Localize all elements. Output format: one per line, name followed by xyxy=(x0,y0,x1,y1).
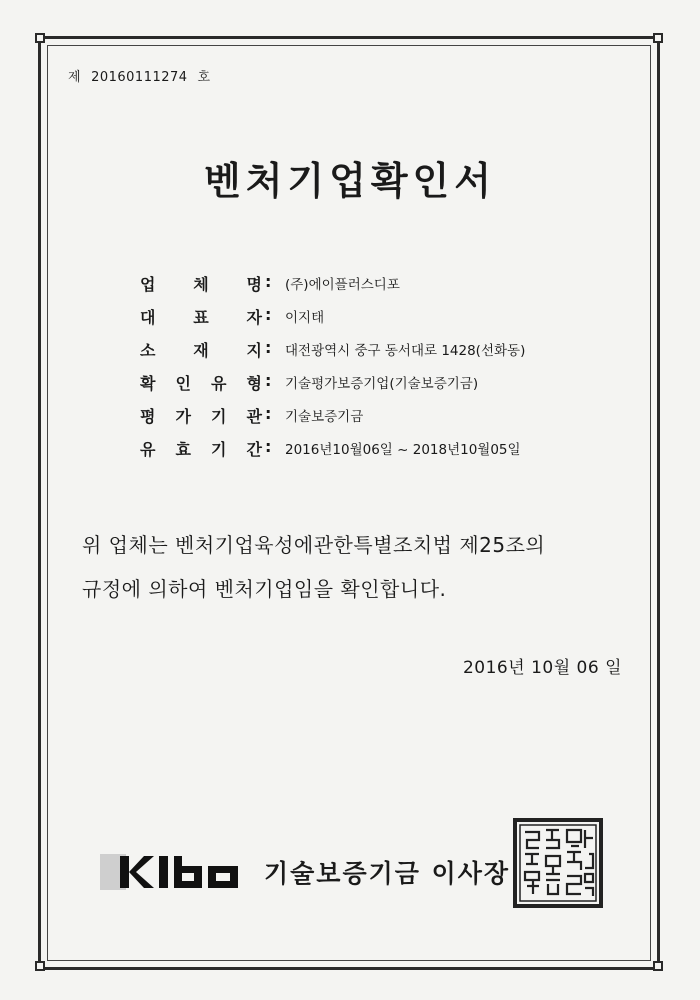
field-colon: : xyxy=(265,338,272,357)
field-colon: : xyxy=(265,371,272,390)
frame-corner xyxy=(653,33,663,43)
field-label-text: 업 체 명 xyxy=(140,275,262,294)
frame-corner xyxy=(653,961,663,971)
document-number-prefix: 제 xyxy=(68,70,82,85)
certificate-title: 벤처기업확인서 xyxy=(204,158,496,203)
field-colon: : xyxy=(265,437,272,456)
field-label-text: 소 재 지 xyxy=(140,341,262,360)
field-label-text: 대 표 자 xyxy=(140,308,262,327)
document-number-suffix: 호 xyxy=(197,70,211,85)
field-colon: : xyxy=(265,305,272,324)
field-value: 이지태 xyxy=(285,310,325,326)
field-label-text: 평 가 기 관 xyxy=(140,407,262,426)
field-value: 대전광역시 중구 동서대로 1428(선화동) xyxy=(285,343,526,359)
statement-line: 위 업체는 벤처기업육성에관한특별조치법 제25조의 xyxy=(82,533,546,557)
field-label xyxy=(140,338,262,361)
field-label xyxy=(140,272,262,295)
field-label-text: 확 인 유 형 xyxy=(140,374,262,393)
field-value: 2016년10월06일 ~ 2018년10월05일 xyxy=(285,442,521,458)
field-label xyxy=(140,437,262,460)
kibo-logo xyxy=(100,850,250,894)
field-value: (주)에이플러스디포 xyxy=(285,277,400,293)
field-colon: : xyxy=(265,404,272,423)
issuer-name: 기술보증기금 이사장 xyxy=(264,859,511,888)
field-colon: : xyxy=(265,272,272,291)
issuer-block xyxy=(100,850,510,894)
field-label xyxy=(140,404,262,427)
field-value: 기술평가보증기업(기술보증기금) xyxy=(285,376,479,392)
frame-corner xyxy=(35,961,45,971)
certification-statement xyxy=(82,523,642,611)
document-number xyxy=(68,66,221,85)
field-label xyxy=(140,305,262,328)
issue-date: 2016년 10월 06 일 xyxy=(462,658,622,678)
field-label xyxy=(140,371,262,394)
frame-corner xyxy=(35,33,45,43)
statement-line: 규정에 의하여 벤처기업임을 확인합니다. xyxy=(82,577,447,601)
field-value: 기술보증기금 xyxy=(285,409,364,425)
document-number-value: 20160111274 xyxy=(91,70,188,85)
official-seal xyxy=(513,818,603,908)
field-label-text: 유 효 기 간 xyxy=(140,440,262,459)
